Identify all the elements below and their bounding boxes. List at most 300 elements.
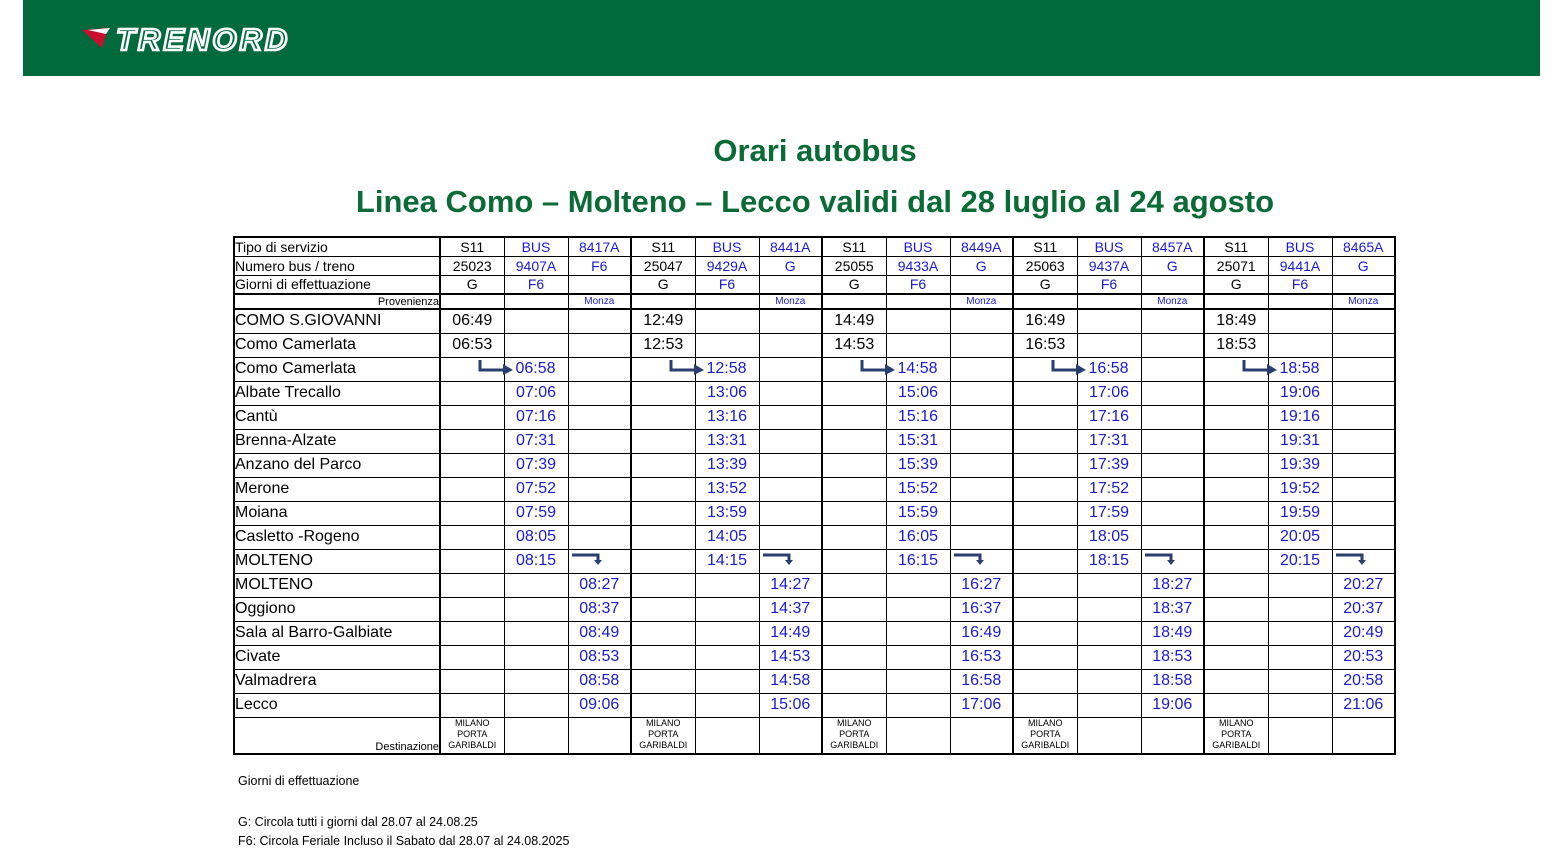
- time-cell: [822, 381, 886, 405]
- time-value: 14:53: [770, 648, 811, 665]
- time-cell: [695, 333, 759, 357]
- time-cell: [1268, 597, 1332, 621]
- time-value: 12:58: [706, 359, 747, 377]
- time-cell: [1204, 621, 1268, 645]
- train-number-cell: 9433A: [886, 256, 950, 275]
- time-cell: [1141, 309, 1204, 333]
- time-value: 20:53: [1343, 648, 1384, 665]
- time-cell: [1141, 669, 1204, 693]
- time-value: 13:31: [706, 432, 748, 449]
- time-cell: [822, 573, 886, 597]
- destination-cell: MILANO PORTA GARIBALDI: [822, 717, 886, 754]
- time-value: 15:31: [897, 432, 939, 449]
- destination-cell: [504, 717, 568, 754]
- time-cell: [822, 645, 886, 669]
- time-cell: [1013, 429, 1077, 453]
- origin-cell: [886, 294, 950, 309]
- row-label-origin: Provenienza: [234, 294, 440, 309]
- time-cell: [1013, 357, 1077, 381]
- time-cell: [504, 405, 568, 429]
- svg-text:TRENORD: TRENORD: [116, 24, 291, 54]
- time-cell: [568, 357, 631, 381]
- time-cell: [568, 693, 631, 717]
- time-cell: [631, 525, 695, 549]
- time-value: 16:49: [961, 624, 1002, 641]
- time-cell: [886, 453, 950, 477]
- time-cell: [1204, 549, 1268, 573]
- time-cell: [1332, 621, 1395, 645]
- time-cell: [1077, 405, 1141, 429]
- days-code-cell: G: [822, 275, 886, 294]
- time-cell: [1204, 477, 1268, 501]
- time-cell: [759, 357, 822, 381]
- time-cell: [568, 453, 631, 477]
- time-cell: [1141, 381, 1204, 405]
- time-cell: [695, 381, 759, 405]
- time-cell: [695, 477, 759, 501]
- origin-cell: [631, 294, 695, 309]
- days-code-cell: G: [1013, 275, 1077, 294]
- time-cell: [695, 549, 759, 573]
- row-label-destination: Destinazione: [234, 717, 440, 754]
- time-cell: [1141, 501, 1204, 525]
- time-cell: [440, 597, 504, 621]
- time-cell: [1332, 549, 1395, 573]
- time-cell: [1204, 693, 1268, 717]
- time-cell: [1332, 381, 1395, 405]
- days-code-cell: F6: [886, 275, 950, 294]
- train-number-cell: 25047: [631, 256, 695, 275]
- time-value: 20:49: [1343, 624, 1384, 641]
- time-cell: [440, 501, 504, 525]
- time-cell: [822, 549, 886, 573]
- train-number-cell: F6: [568, 256, 631, 275]
- time-value: 18:53: [1216, 336, 1257, 353]
- time-cell: [1204, 597, 1268, 621]
- time-cell: [759, 333, 822, 357]
- time-cell: [1077, 333, 1141, 357]
- time-cell: [568, 501, 631, 525]
- time-value: 18:58: [1152, 672, 1193, 689]
- time-value: 14:05: [706, 528, 748, 545]
- time-cell: [631, 453, 695, 477]
- destination-cell: [886, 717, 950, 754]
- days-code-cell: F6: [695, 275, 759, 294]
- time-cell: [440, 453, 504, 477]
- time-cell: [1077, 597, 1141, 621]
- row-label-days-code: Giorni di effettuazione: [234, 275, 440, 294]
- days-code-cell: [759, 275, 822, 294]
- time-cell: [1141, 333, 1204, 357]
- time-cell: [1013, 669, 1077, 693]
- time-cell: [1268, 573, 1332, 597]
- time-cell: [1268, 453, 1332, 477]
- time-cell: [950, 669, 1013, 693]
- time-value: 20:15: [1279, 552, 1321, 569]
- time-cell: [631, 669, 695, 693]
- destination-cell: MILANO PORTA GARIBALDI: [440, 717, 504, 754]
- time-cell: [695, 405, 759, 429]
- time-cell: [886, 549, 950, 573]
- time-cell: [1013, 477, 1077, 501]
- time-cell: [1332, 357, 1395, 381]
- time-cell: [950, 357, 1013, 381]
- time-value: 12:49: [643, 312, 684, 330]
- timetable: [233, 236, 1396, 755]
- time-cell: [1013, 573, 1077, 597]
- time-cell: [950, 405, 1013, 429]
- time-cell: [1077, 381, 1141, 405]
- time-cell: [1141, 549, 1204, 573]
- time-value: 16:27: [961, 576, 1002, 593]
- days-code-cell: [950, 275, 1013, 294]
- time-value: 07:39: [515, 456, 557, 473]
- time-cell: [1268, 669, 1332, 693]
- time-value: 16:53: [961, 648, 1002, 665]
- origin-cell: [1268, 294, 1332, 309]
- time-cell: [1141, 645, 1204, 669]
- origin-cell: Monza: [1332, 294, 1395, 309]
- time-cell: [1077, 309, 1141, 333]
- time-cell: [504, 357, 568, 381]
- time-cell: [950, 645, 1013, 669]
- time-value: 19:59: [1279, 504, 1321, 521]
- time-cell: [568, 429, 631, 453]
- time-cell: [822, 429, 886, 453]
- time-cell: [822, 405, 886, 429]
- time-cell: [950, 525, 1013, 549]
- destination-cell: [759, 717, 822, 754]
- time-cell: [950, 309, 1013, 333]
- time-cell: [950, 597, 1013, 621]
- time-cell: [822, 597, 886, 621]
- time-cell: [886, 429, 950, 453]
- time-value: 14:53: [834, 336, 875, 353]
- time-cell: [504, 621, 568, 645]
- stop-name: Valmadrera: [234, 669, 440, 693]
- time-cell: [504, 501, 568, 525]
- time-cell: [631, 501, 695, 525]
- time-cell: [695, 453, 759, 477]
- time-cell: [440, 357, 504, 381]
- time-cell: [504, 309, 568, 333]
- time-cell: [759, 429, 822, 453]
- time-value: 18:53: [1152, 648, 1193, 665]
- time-value: 08:37: [579, 600, 620, 617]
- time-value: 14:15: [706, 552, 748, 569]
- time-cell: [695, 525, 759, 549]
- time-cell: [950, 381, 1013, 405]
- time-value: 07:16: [515, 408, 557, 425]
- time-value: 16:15: [897, 552, 939, 569]
- time-cell: [695, 621, 759, 645]
- time-value: 20:05: [1279, 528, 1321, 545]
- time-value: 15:06: [897, 384, 939, 401]
- time-cell: [1013, 549, 1077, 573]
- time-cell: [759, 501, 822, 525]
- origin-cell: [822, 294, 886, 309]
- time-value: 15:52: [897, 480, 939, 497]
- time-cell: [1077, 669, 1141, 693]
- time-value: 20:58: [1343, 672, 1384, 689]
- time-cell: [631, 549, 695, 573]
- time-cell: [1077, 453, 1141, 477]
- time-cell: [1204, 453, 1268, 477]
- destination-cell: [1141, 717, 1204, 754]
- time-cell: [1077, 357, 1141, 381]
- time-cell: [440, 477, 504, 501]
- time-cell: [504, 693, 568, 717]
- time-cell: [695, 501, 759, 525]
- time-cell: [504, 477, 568, 501]
- time-cell: [759, 693, 822, 717]
- origin-cell: [1013, 294, 1077, 309]
- days-code-cell: F6: [1077, 275, 1141, 294]
- time-value: 14:49: [834, 312, 875, 330]
- time-cell: [1204, 429, 1268, 453]
- service-type-cell: BUS: [695, 237, 759, 256]
- time-value: 15:39: [897, 456, 939, 473]
- time-cell: [504, 645, 568, 669]
- time-cell: [631, 573, 695, 597]
- time-cell: [631, 309, 695, 333]
- time-value: 08:05: [515, 528, 557, 545]
- destination-cell: MILANO PORTA GARIBALDI: [1204, 717, 1268, 754]
- time-cell: [1268, 501, 1332, 525]
- time-value: 19:31: [1279, 432, 1321, 449]
- time-cell: [759, 381, 822, 405]
- time-value: 15:59: [897, 504, 939, 521]
- time-cell: [695, 645, 759, 669]
- notes-heading: Giorni di effettuazione: [238, 774, 360, 788]
- time-cell: [1077, 525, 1141, 549]
- time-cell: [886, 309, 950, 333]
- stop-name: Sala al Barro-Galbiate: [234, 621, 440, 645]
- time-value: 19:39: [1279, 456, 1321, 473]
- time-cell: [1141, 621, 1204, 645]
- time-cell: [568, 621, 631, 645]
- time-cell: [759, 309, 822, 333]
- time-cell: [1013, 405, 1077, 429]
- time-cell: [1332, 573, 1395, 597]
- service-type-cell: S11: [440, 237, 504, 256]
- service-type-cell: BUS: [1077, 237, 1141, 256]
- time-cell: [440, 525, 504, 549]
- stop-name: MOLTENO: [234, 573, 440, 597]
- time-cell: [568, 645, 631, 669]
- time-cell: [950, 429, 1013, 453]
- time-cell: [1332, 453, 1395, 477]
- time-cell: [1013, 453, 1077, 477]
- time-value: 14:58: [897, 359, 938, 377]
- time-cell: [631, 381, 695, 405]
- train-number-cell: 25071: [1204, 256, 1268, 275]
- time-cell: [759, 621, 822, 645]
- time-value: 06:53: [452, 336, 493, 353]
- transfer-hook-icon: [953, 552, 987, 566]
- time-value: 16:05: [897, 528, 939, 545]
- time-value: 13:59: [706, 504, 748, 521]
- time-value: 16:58: [1088, 359, 1129, 377]
- time-cell: [1077, 477, 1141, 501]
- time-cell: [440, 573, 504, 597]
- stop-name: Cantù: [234, 405, 440, 429]
- time-value: 20:37: [1343, 600, 1384, 617]
- service-type-cell: BUS: [886, 237, 950, 256]
- time-cell: [568, 309, 631, 333]
- time-cell: [759, 405, 822, 429]
- time-cell: [695, 309, 759, 333]
- time-cell: [886, 693, 950, 717]
- stop-name: Moiana: [234, 501, 440, 525]
- time-cell: [886, 621, 950, 645]
- time-value: 21:06: [1343, 696, 1384, 713]
- time-cell: [568, 333, 631, 357]
- time-cell: [695, 669, 759, 693]
- time-value: 17:52: [1088, 480, 1130, 497]
- time-cell: [504, 573, 568, 597]
- time-cell: [1204, 501, 1268, 525]
- time-cell: [886, 405, 950, 429]
- train-number-cell: G: [759, 256, 822, 275]
- time-cell: [631, 429, 695, 453]
- time-cell: [1204, 333, 1268, 357]
- time-cell: [1332, 645, 1395, 669]
- service-type-cell: S11: [1013, 237, 1077, 256]
- time-cell: [631, 477, 695, 501]
- time-cell: [1141, 693, 1204, 717]
- time-cell: [504, 333, 568, 357]
- time-cell: [1013, 501, 1077, 525]
- time-cell: [568, 549, 631, 573]
- time-cell: [886, 669, 950, 693]
- days-code-cell: G: [631, 275, 695, 294]
- time-value: 19:52: [1279, 480, 1321, 497]
- days-code-cell: [1332, 275, 1395, 294]
- time-value: 17:06: [1088, 384, 1130, 401]
- transfer-hook-icon: [1335, 552, 1369, 566]
- time-cell: [886, 477, 950, 501]
- train-number-cell: G: [1141, 256, 1204, 275]
- time-cell: [1268, 429, 1332, 453]
- time-value: 07:52: [515, 480, 557, 497]
- time-cell: [1141, 477, 1204, 501]
- time-cell: [1141, 405, 1204, 429]
- time-value: 13:16: [706, 408, 748, 425]
- service-type-cell: 8417A: [568, 237, 631, 256]
- time-cell: [504, 525, 568, 549]
- time-cell: [1013, 525, 1077, 549]
- time-value: 17:39: [1088, 456, 1130, 473]
- time-cell: [1141, 597, 1204, 621]
- time-cell: [822, 693, 886, 717]
- time-cell: [695, 693, 759, 717]
- time-cell: [1013, 381, 1077, 405]
- time-value: 17:59: [1088, 504, 1130, 521]
- time-cell: [950, 333, 1013, 357]
- time-cell: [1013, 645, 1077, 669]
- origin-cell: Monza: [1141, 294, 1204, 309]
- time-cell: [1013, 309, 1077, 333]
- stop-name: Casletto -Rogeno: [234, 525, 440, 549]
- time-cell: [568, 573, 631, 597]
- time-value: 15:06: [770, 696, 811, 713]
- time-cell: [631, 333, 695, 357]
- time-cell: [1013, 597, 1077, 621]
- time-cell: [822, 525, 886, 549]
- time-cell: [950, 549, 1013, 573]
- time-cell: [950, 453, 1013, 477]
- time-value: 18:49: [1216, 312, 1257, 330]
- time-value: 07:06: [515, 384, 557, 401]
- time-cell: [1077, 501, 1141, 525]
- time-cell: [631, 357, 695, 381]
- time-cell: [1332, 597, 1395, 621]
- time-cell: [1077, 693, 1141, 717]
- service-type-cell: 8449A: [950, 237, 1013, 256]
- time-cell: [1077, 645, 1141, 669]
- time-cell: [886, 501, 950, 525]
- time-cell: [568, 405, 631, 429]
- time-cell: [440, 645, 504, 669]
- time-cell: [1204, 357, 1268, 381]
- days-code-cell: [568, 275, 631, 294]
- time-cell: [822, 501, 886, 525]
- time-value: 08:49: [579, 624, 620, 641]
- time-cell: [759, 453, 822, 477]
- origin-cell: [695, 294, 759, 309]
- time-cell: [822, 357, 886, 381]
- time-cell: [1204, 525, 1268, 549]
- time-cell: [568, 477, 631, 501]
- time-cell: [1332, 333, 1395, 357]
- time-cell: [695, 429, 759, 453]
- time-cell: [695, 573, 759, 597]
- transfer-hook-icon: [571, 552, 605, 566]
- time-cell: [440, 693, 504, 717]
- stop-name: Lecco: [234, 693, 440, 717]
- time-cell: [440, 405, 504, 429]
- time-cell: [886, 573, 950, 597]
- stop-name: Oggiono: [234, 597, 440, 621]
- time-cell: [440, 381, 504, 405]
- time-cell: [1332, 525, 1395, 549]
- days-code-cell: G: [1204, 275, 1268, 294]
- time-cell: [950, 693, 1013, 717]
- time-cell: [886, 525, 950, 549]
- destination-cell: MILANO PORTA GARIBALDI: [631, 717, 695, 754]
- destination-cell: MILANO PORTA GARIBALDI: [1013, 717, 1077, 754]
- days-code-cell: G: [440, 275, 504, 294]
- time-cell: [568, 525, 631, 549]
- time-cell: [440, 333, 504, 357]
- time-cell: [1268, 621, 1332, 645]
- time-value: 17:06: [961, 696, 1002, 713]
- time-cell: [1268, 549, 1332, 573]
- time-cell: [440, 621, 504, 645]
- time-cell: [504, 453, 568, 477]
- time-cell: [1268, 693, 1332, 717]
- time-cell: [504, 429, 568, 453]
- note-g: G: Circola tutti i giorni dal 28.07 al 24.08.25: [238, 815, 478, 829]
- stop-name: Civate: [234, 645, 440, 669]
- destination-cell: [1332, 717, 1395, 754]
- time-cell: [568, 381, 631, 405]
- time-cell: [759, 573, 822, 597]
- time-cell: [1268, 381, 1332, 405]
- time-cell: [504, 381, 568, 405]
- time-cell: [822, 669, 886, 693]
